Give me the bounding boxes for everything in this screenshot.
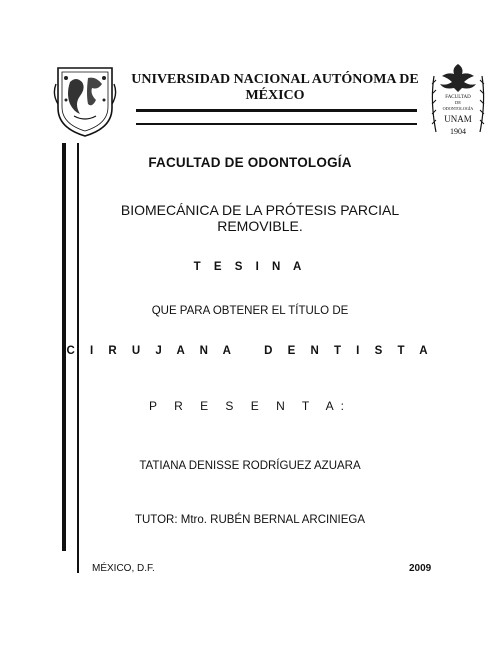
unam-shield-icon xyxy=(52,64,118,138)
document-type: T E S I N A xyxy=(193,261,307,273)
seal-line-5: 1904 xyxy=(450,127,466,136)
university-name: UNIVERSIDAD NACIONAL AUTÓNOMA DE MÉXICO xyxy=(131,72,419,103)
seal-line-2: DE xyxy=(455,100,461,105)
header-rule-thin xyxy=(136,123,417,125)
tutor-name: TUTOR: Mtro. RUBÉN BERNAL ARCINIEGA xyxy=(134,514,366,526)
degree-intro: QUE PARA OBTENER EL TÍTULO DE xyxy=(151,305,349,317)
degree-title: C I R U J A N A D E N T I S T A xyxy=(66,345,434,357)
author-name: TATIANA DENISSE RODRÍGUEZ AZUARA xyxy=(139,460,361,472)
seal-line-3: ODONTOLOGÍA xyxy=(442,106,474,111)
side-rule-thin xyxy=(77,143,79,573)
header-rule-thick xyxy=(136,109,417,112)
seal-line-4: UNAM xyxy=(444,114,472,124)
place-label: MÉXICO, D.F. xyxy=(92,563,155,574)
year-label: 2009 xyxy=(409,563,432,574)
faculty-eagle-seal-icon xyxy=(428,62,488,142)
thesis-title: BIOMECÁNICA DE LA PRÓTESIS PARCIAL REMOVIBLE. xyxy=(120,202,400,234)
faculty-title: FACULTAD DE ODONTOLOGÍA xyxy=(148,155,352,170)
seal-line-1: FACULTAD xyxy=(445,95,471,100)
presents-label: P R E S E N T A: xyxy=(148,399,352,413)
